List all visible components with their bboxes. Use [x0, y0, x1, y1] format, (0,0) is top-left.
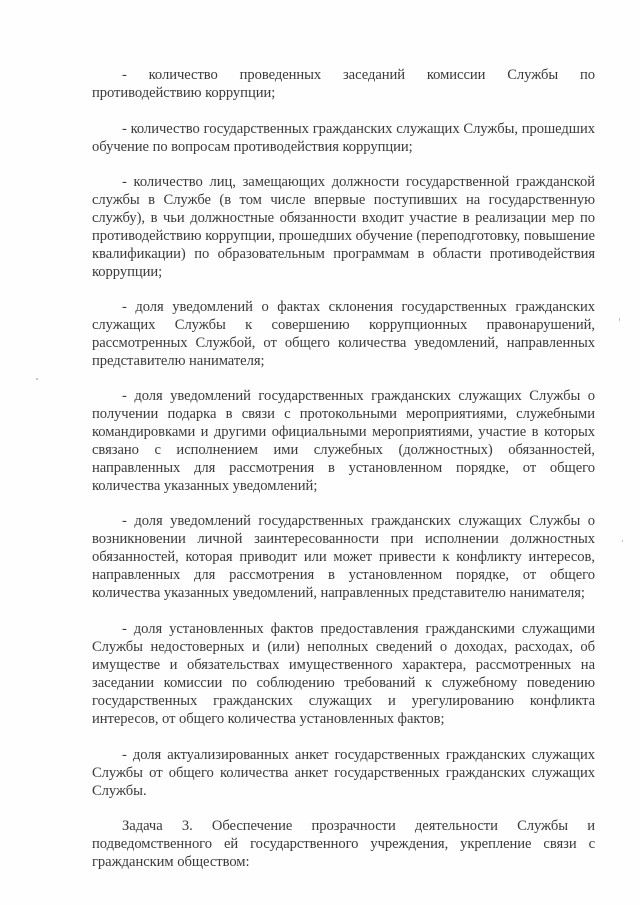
scan-speck [622, 540, 623, 542]
paragraph-indicator-meetings: - количество проведенных заседаний комиссии Службы по противодействию коррупции; [92, 67, 595, 101]
paragraph-indicator-gift-notices: - доля уведомлений государственных гражданских служащих Службы о получении подарка в связи с протокольными мероприятиями, служебными командировками и другими официальными мероприятиями, участие в которых связано с исполнением ими служебных (должностных) обязанностей, направленных для рассмотрения в установленном порядке, от общего количества указанных уведомлений; [92, 388, 595, 494]
paragraph-task-3: Задача 3. Обеспечение прозрачности деятельности Службы и подведомственного ей государственного учреждения, укрепление связи с гражданским обществом: [92, 818, 595, 870]
paragraph-indicator-qualified-staff: - количество лиц, замещающих должности государственной гражданской службы в Службе (в том числе впервые поступивших на государственную службу), в чьи должностные обязанности входит участие в реализации мер по противодействию коррупции, прошедших обучение (переподготовку, повышение квалификации) по образовательным программам в области противодействия коррупции; [92, 174, 595, 280]
paragraph-indicator-training: - количество государственных гражданских служащих Службы, прошедших обучение по вопросам противодействия коррупции; [92, 121, 595, 155]
scan-speck [36, 378, 38, 380]
document-body [92, 66, 595, 888]
paragraph-indicator-conflict-notices: - доля уведомлений государственных гражданских служащих Службы о возникновении личной заинтересованности при исполнении должностных обязанностей, которая приводит или может привести к конфликту интересов, направленных для рассмотрения в установленном порядке, от общего количества указанных уведомлений, направленных представителю нанимателя; [92, 513, 595, 601]
scan-speck [619, 318, 620, 321]
paragraph-indicator-updated-forms: - доля актуализированных анкет государственных гражданских служащих Службы от общего количества анкет государственных гражданских служащих Службы. [92, 747, 595, 799]
paragraph-indicator-false-declarations: - доля установленных фактов предоставления гражданскими служащими Службы недостоверных и (или) неполных сведений о доходах, расходах, об имуществе и обязательствах имущественного характера, рассмотренных на заседании комиссии по соблюдению требований к служебному поведению государственных гражданских служащих и урегулированию конфликта интересов, от общего количества установленных фактов; [92, 621, 595, 727]
paragraph-indicator-inducement-notices: - доля уведомлений о фактах склонения государственных гражданских служащих Службы к совершению коррупционных правонарушений, рассмотренных Службой, от общего количества уведомлений, направленных представителю нанимателя; [92, 299, 595, 369]
